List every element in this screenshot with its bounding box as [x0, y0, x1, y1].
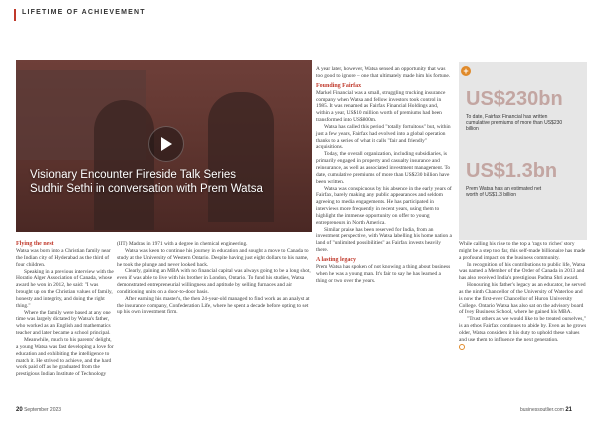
play-icon: [160, 137, 172, 151]
paragraph: Markel Financial was a small, struggling trucking insurance company when Watsa and fellow investors took control in 1985. It was renamed as Fairfax Financial Holdings and, within a year, US$10 million worth of premiums had been transformed into US$800m.: [316, 89, 446, 124]
paragraph: Watsa was born into a Christian family near the Indian city of Hyderabad as the third of four children.: [16, 248, 111, 268]
video-title: [30, 168, 316, 196]
speaker-left-silhouette: [94, 100, 154, 230]
paragraph: Watsa was keen to continue his journey in education and sought a move to Canada to study at the University of Western Ontario. Despite having just eight dollars to his name, he took the plunge and never looked back.: [117, 247, 309, 268]
paragraph: (IIT) Madras in 1971 with a degree in chemical engineering.: [117, 241, 248, 247]
paragraph: Watsa was conspicuous by his absence in the early years of Fairfax, barely making any public appearances and seldom agreeing to media engagements. He has participated in interviews more frequently in recent years, using them to highlight the immense opportunity on offer to young entrepreneurs in North America.: [316, 185, 452, 226]
play-button[interactable]: [148, 126, 184, 162]
subhead-founding-fairfax: Founding Fairfax: [316, 82, 362, 89]
paragraph: After earning his master's, the then 24-year-old managed to find work as an analyst at the insurance company, Confederation Life, where he spent a decade before opting to set up his own investment firm.: [117, 295, 310, 316]
subhead-flying-the-nest: Flying the nest: [16, 241, 54, 247]
article-column-1: [16, 241, 114, 378]
issue-date: September 2023: [24, 407, 62, 413]
stat-premiums-value: US$230bn: [466, 88, 563, 110]
paragraph: While calling his rise to the top a 'rags to riches' story might be a step too far, this self-made billionaire has made a profound impact on the business community.: [459, 241, 586, 261]
footer-left: [16, 407, 61, 413]
video-title-line-2: Sudhir Sethi in conversation with Prem Watsa: [30, 183, 263, 195]
paragraph: Prem Watsa has spoken of not knowing a thing about business when he was a young man. It's fair to say he has learned a thing or two over the years.: [316, 263, 451, 284]
plus-icon: +: [461, 66, 471, 76]
stat-networth-value: US$1.3bn: [466, 160, 558, 182]
site-name[interactable]: businessoutlier.com: [520, 407, 564, 413]
paragraph: Where the family were based at any one time was largely dictated by Watsa's father, who worked as an English and mathematics teacher and later became a school principal.: [16, 309, 111, 337]
paragraph: "Trust others as we would like to be treated ourselves," is an ethos Fairfax continues to abide by. Even as he grows older, Watsa considers it his duty to uphold these values and use them to influence the next generation.: [459, 316, 587, 343]
page-number-left: 20: [16, 407, 23, 413]
paragraph: Meanwhile, much to his parents' delight, a young Watsa was fast developing a love for education and exhibiting the intelligence to match it. He strived to achieve, and the hard work paid off as he graduated from the prestigious Indian Institute of Technology: [16, 336, 114, 378]
speaker-right-silhouette: [208, 92, 274, 222]
paragraph: Similar praise has been reserved for India, from an investment perspective, with Watsa labelling his home nation a land of "unlimited possibilities" as Fairfax invests heavily there.: [316, 226, 452, 254]
video-thumbnail[interactable]: [16, 60, 312, 232]
section-label: LIFETIME OF ACHIEVEMENT: [22, 9, 146, 16]
paragraph: In recognition of his contributions to public life, Watsa was named a Member of the Order of Canada in 2013 and has also received India's prestigious Padma Shri award.: [459, 261, 586, 282]
article-column-2: [117, 241, 311, 316]
paragraph: Speaking in a previous interview with the Horatio Alger Association of Canada, whose award he won in 2012, he said: "I was brought up on the Christian values of family, honesty and integrity, and doing the right thing.": [16, 268, 114, 309]
stat-networth-text: Prem Watsa has an estimated net worth of US$1.3 billion: [466, 186, 542, 198]
paragraph: Honouring his father's legacy as an educator, he served as the ninth Chancellor of the University of Waterloo and is now the first-ever Chancellor of Huron University College. Ontario Watsa has also sat on the advisory board of Ivey Business School, where he gained his MBA.: [459, 282, 586, 316]
subhead-a-lasting-legacy: A lasting legacy: [316, 256, 356, 263]
header-accent-bar: [14, 9, 16, 21]
article-column-4: [459, 241, 587, 351]
paragraph: Clearly, gaining an MBA with no financial capital was always going to be a long shot, even if was able to live with his brother in London, Ontario. To fund his studies, Watsa demonstrated entrepreneurial willingness and aptitude by selling furnaces and air conditioning units on a door-to-door basis.: [117, 268, 311, 295]
paragraph: Today, the overall organization, including subsidiaries, is primarily engaged in property and casualty insurance and reinsurance, as well as associated investment management. To date, cumulative premiums of more than US$230 billion have been written.: [316, 151, 451, 185]
footer-right: [520, 407, 572, 413]
article-column-3: [316, 66, 452, 284]
paragraph: Watsa has called this period "totally fortuitous" but, within just a few years, Fairfax had evolved into a global operation thanks to a series of what it calls "fair and friendly" acquisitions.: [316, 123, 451, 151]
page-number-right: 21: [565, 407, 572, 413]
paragraph-intro: A year later, however, Watsa sensed an opportunity that was too good to ignore – one that ultimately made him his fortune.: [316, 66, 451, 79]
video-title-line-1: Visionary Encounter Fireside Talk Series: [30, 169, 237, 181]
end-of-article-icon: [459, 344, 465, 350]
stat-premiums-text: To date, Fairfax Financial has written cumulative premiums of more than US$230 billion: [466, 114, 563, 132]
